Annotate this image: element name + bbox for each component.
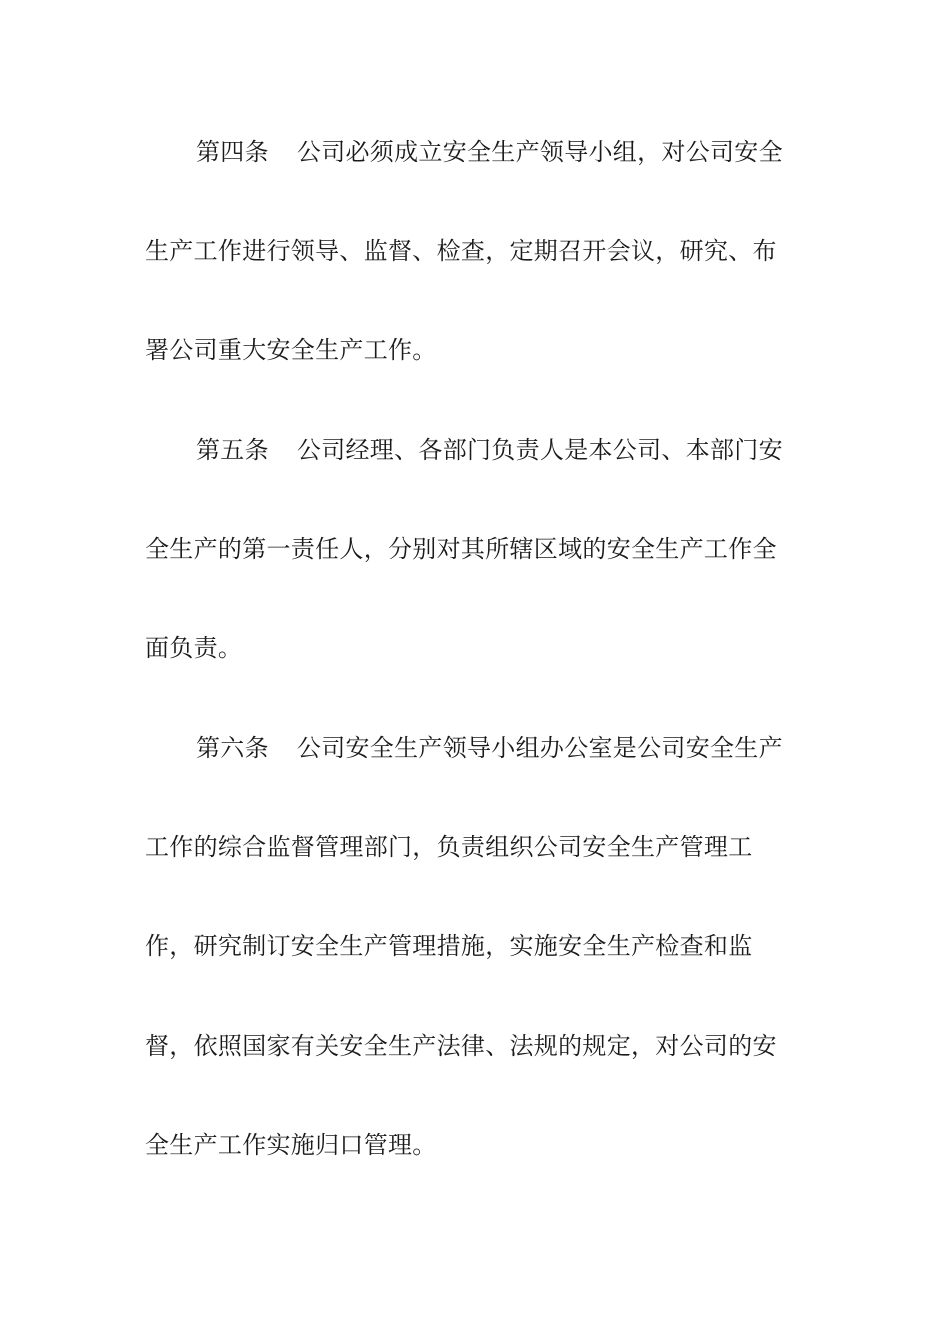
article-4-first-line <box>196 132 876 172</box>
article-5-number: 第五条 <box>196 436 269 464</box>
article-5-text-line-3: 面负责。 <box>145 634 243 662</box>
article-4-text-line-1: 公司必须成立安全生产领导小组，对公司安全 <box>296 138 783 166</box>
article-5-text-line-2: 全生产的第一责任人，分别对其所辖区域的安全生产工作全 <box>145 535 777 563</box>
article-6-number: 第六条 <box>196 734 269 762</box>
article-6-first-line <box>196 728 876 768</box>
article-6-text-line-1: 公司安全生产领导小组办公室是公司安全生产 <box>296 734 783 762</box>
article-6-text-line-3: 作，研究制订安全生产管理措施，实施安全生产检查和监 <box>145 932 753 960</box>
article-6-text-line-4: 督，依照国家有关安全生产法律、法规的规定，对公司的安 <box>145 1032 777 1060</box>
article-4-text-line-3: 署公司重大安全生产工作。 <box>145 336 437 364</box>
article-5-first-line <box>196 430 876 470</box>
article-6-text-line-2: 工作的综合监督管理部门，负责组织公司安全生产管理工 <box>145 833 753 861</box>
article-4-text-line-2: 生产工作进行领导、监督、检查，定期召开会议，研究、布 <box>145 237 777 265</box>
article-6-text-line-5: 全生产工作实施归口管理。 <box>145 1131 437 1159</box>
article-5-text-line-1: 公司经理、各部门负责人是本公司、本部门安 <box>296 436 783 464</box>
article-4-number: 第四条 <box>196 138 269 166</box>
